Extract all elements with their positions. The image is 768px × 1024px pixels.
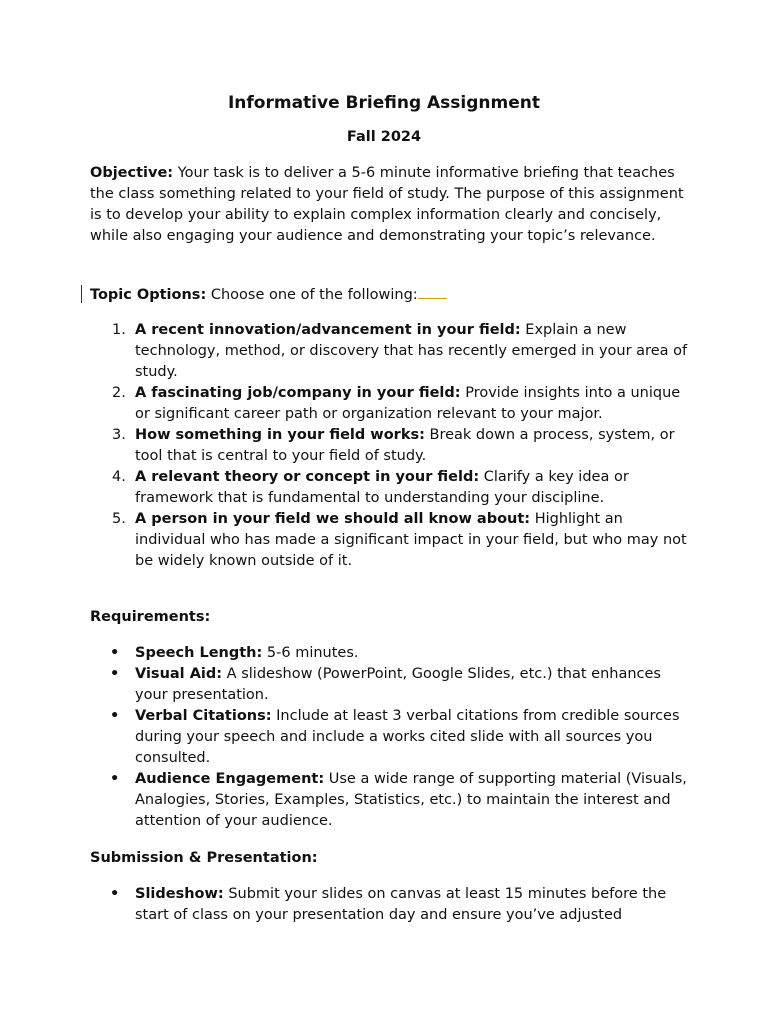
list-item (90, 467, 690, 509)
list-item (90, 769, 690, 832)
list-item (90, 706, 690, 769)
objective-text: Your task is to deliver a 5-6 minute informative briefing that teaches the class something related to your field of study. The purpose of this assignment is to develop your ability to explain complex information clearly and concisely, while also engaging your audience and demonstrating your topic’s relevance. (90, 165, 684, 244)
text-cursor (81, 285, 82, 303)
list-item-label: Audience Engagement: (135, 771, 325, 787)
topic-options-label: Topic Options: (90, 287, 207, 303)
list-item-text: Use a wide range of supporting material (Visuals, Analogies, Stories, Examples, Statistics, etc.) to maintain the interest and attention of your audience. (135, 771, 687, 829)
bullet-icon: • (110, 886, 120, 902)
list-item-text: 5-6 minutes. (262, 645, 359, 661)
list-item-text: Provide insights into a unique or significant career path or organization relevant to your major. (135, 385, 681, 422)
list-number: 1. (112, 322, 126, 338)
list-item-label: Speech Length: (135, 645, 263, 661)
list-item-label: Verbal Citations: (135, 708, 272, 724)
list-number: 3. (112, 427, 126, 443)
list-item (90, 884, 690, 926)
list-item-text: Clarify a key idea or framework that is fundamental to understanding your discipline. (135, 469, 629, 506)
bullet-icon: • (110, 666, 120, 682)
list-item (90, 643, 690, 664)
list-item-label: A relevant theory or concept in your field: (135, 469, 480, 485)
submission-heading: Submission & Presentation: (90, 850, 318, 866)
objective-label: Objective: (90, 165, 174, 181)
list-item-text: Explain a new technology, method, or discovery that has recently emerged in your area of study. (135, 322, 688, 380)
requirements-list (90, 643, 690, 832)
list-item (90, 664, 690, 706)
list-item-text: Include at least 3 verbal citations from credible sources during your speech and include a works cited slide with all sources you consulted. (135, 708, 680, 766)
bullet-icon: • (110, 771, 120, 787)
list-item-label: A person in your field we should all know about: (135, 511, 531, 527)
bullet-icon: • (110, 645, 120, 661)
list-item-text: Break down a process, system, or tool that is central to your field of study. (135, 427, 675, 464)
list-item-text: Highlight an individual who has made a significant impact in your field, but who may not be widely known outside of it. (135, 511, 687, 569)
list-item (90, 509, 690, 572)
list-item-text: Submit your slides on canvas at least 15 minutes before the start of class on your presentation day and ensure you’ve adjusted (135, 886, 667, 923)
list-item (90, 383, 690, 425)
topic-options-list (90, 320, 690, 572)
list-number: 4. (112, 469, 126, 485)
list-number: 2. (112, 385, 126, 401)
topic-options-text: Choose one of the following: (206, 287, 418, 303)
list-item-label: Visual Aid: (135, 666, 223, 682)
objective-paragraph (90, 163, 690, 247)
list-item-text: A slideshow (PowerPoint, Google Slides, etc.) that enhances your presentation. (135, 666, 661, 703)
submission-list (90, 884, 690, 926)
topic-options-paragraph (90, 284, 690, 306)
list-item-label: A recent innovation/advancement in your field: (135, 322, 521, 338)
blank-underline (418, 284, 447, 299)
list-item-label: How something in your field works: (135, 427, 425, 443)
list-item (90, 425, 690, 467)
list-item-label: Slideshow: (135, 886, 224, 902)
document-title: Informative Briefing Assignment (227, 93, 540, 113)
list-number: 5. (112, 511, 126, 527)
requirements-heading: Requirements: (90, 609, 211, 625)
list-item-label: A fascinating job/company in your field: (135, 385, 461, 401)
list-item (90, 320, 690, 383)
bullet-icon: • (110, 708, 120, 724)
document-subtitle: Fall 2024 (346, 129, 422, 145)
